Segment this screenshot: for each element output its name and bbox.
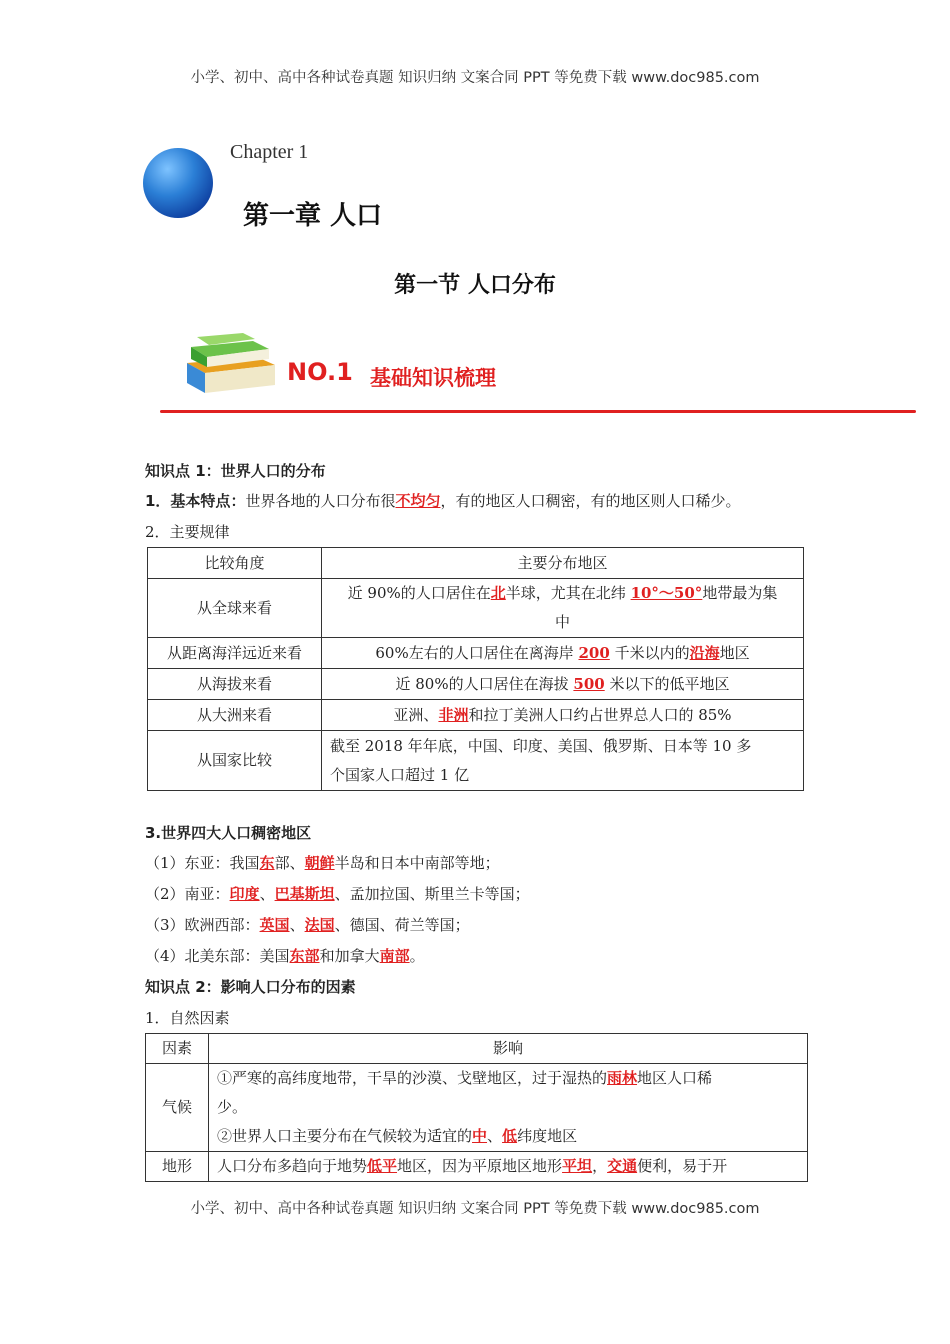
chapter-en: Chapter 1	[230, 141, 309, 163]
text: （4）北美东部：美国	[145, 947, 290, 965]
table-row	[148, 638, 804, 669]
kp1-point2: 2．主要规律	[145, 523, 230, 541]
kp1-point1	[145, 490, 741, 511]
banner-divider	[160, 410, 916, 413]
table-row	[148, 731, 804, 791]
text: 米以下的低平地区	[604, 674, 730, 693]
text: ，有的地区人口稠密，有的地区则人口稀少。	[440, 492, 741, 510]
text: （1）东亚：我国	[145, 854, 260, 872]
answer: 200	[578, 643, 610, 662]
table-cell: 从海拔来看	[148, 669, 322, 700]
table-cell	[209, 1152, 808, 1182]
dense-item	[145, 852, 500, 873]
text: 中	[554, 613, 570, 631]
table-cell	[322, 638, 804, 669]
answer: 印度	[229, 885, 260, 903]
answer: 不均匀	[395, 492, 441, 510]
text: 世界各地的人口分布很	[245, 492, 396, 510]
table-cell: 从国家比较	[148, 731, 322, 791]
table-row	[146, 1152, 808, 1182]
text: 亚洲、	[393, 705, 439, 724]
answer: 沿海	[689, 643, 720, 662]
table-header: 影响	[209, 1034, 808, 1064]
text: （3）欧洲西部：	[145, 916, 260, 934]
kp2-point1: 1．自然因素	[145, 1009, 230, 1027]
page-footer: 小学、初中、高中各种试卷真题 知识归纳 文案合同 PPT 等免费下载 www.doc985.com	[190, 1201, 760, 1217]
answer: 交通	[607, 1157, 638, 1175]
table-row	[148, 700, 804, 731]
text: 个国家人口超过 1 亿	[330, 765, 470, 784]
table-cell	[322, 579, 804, 638]
table-header: 主要分布地区	[322, 548, 804, 579]
dense-title: 3.世界四大人口稠密地区	[145, 824, 312, 842]
dense-item	[145, 883, 530, 904]
answer: 非洲	[438, 705, 469, 724]
answer: 巴基斯坦	[274, 885, 335, 903]
text: 半球，尤其在北纬	[505, 584, 631, 602]
answer: 10°～50°	[630, 584, 703, 602]
text: 截至 2018 年年底，中国、印度、美国、俄罗斯、日本等 10 多	[330, 736, 752, 755]
answer: 低	[502, 1127, 518, 1145]
table-cell	[322, 731, 804, 791]
answer: 南部	[379, 947, 410, 965]
books-icon	[183, 333, 278, 395]
table-cell: 从大洲来看	[148, 700, 322, 731]
answer: 中	[472, 1127, 488, 1145]
banner-number: NO.1	[287, 358, 353, 386]
text: 半岛和日本中南部等地；	[334, 854, 500, 872]
text: 和加拿大	[319, 947, 380, 965]
kp1-title: 知识点 1：世界人口的分布	[145, 462, 326, 480]
text: ①严寒的高纬度地带，干旱的沙漠、戈壁地区，过于湿热的	[217, 1069, 608, 1087]
text: 千米以内的	[609, 643, 690, 662]
text: （2）南亚：	[145, 885, 230, 903]
answer: 北	[490, 584, 506, 602]
table-cell	[322, 669, 804, 700]
banner-label: 基础知识梳理	[370, 365, 496, 390]
text: 地区	[719, 643, 750, 662]
text: 近 80%的人口居住在海拔	[395, 674, 574, 693]
kp2-title: 知识点 2：影响人口分布的因素	[145, 978, 356, 996]
answer: 法国	[304, 916, 335, 934]
text: 近 90%的人口居住在	[347, 584, 491, 602]
table-cell	[209, 1064, 808, 1152]
text: 地带最为集	[702, 584, 778, 602]
table-row	[148, 669, 804, 700]
text: 部、	[274, 854, 305, 872]
answer: 英国	[259, 916, 290, 934]
text: 纬度地区	[517, 1127, 578, 1145]
table-row	[146, 1064, 808, 1152]
answer: 东部	[289, 947, 320, 965]
text: 、孟加拉国、斯里兰卡等国；	[334, 885, 530, 903]
answer: 平坦	[562, 1157, 593, 1175]
globe-icon	[143, 148, 213, 218]
text: ②世界人口主要分布在气候较为适宜的	[217, 1127, 473, 1145]
table-cell: 地形	[146, 1152, 209, 1182]
text: 便利，易于开	[637, 1157, 728, 1175]
answer: 低平	[367, 1157, 398, 1175]
text: 、	[487, 1127, 503, 1145]
text: 60%左右的人口居住在离海岸	[375, 643, 579, 662]
text: 地区，因为平原地区地形	[397, 1157, 563, 1175]
table-row	[148, 579, 804, 638]
dense-item	[145, 914, 470, 935]
factors-table	[145, 1033, 808, 1182]
text: 、	[289, 916, 305, 934]
text: 少。	[217, 1098, 248, 1116]
kp1-point1-label: 1．基本特点：	[145, 492, 246, 510]
text: 人口分布多趋向于地势	[217, 1157, 368, 1175]
chapter-title: 第一章 人口	[243, 201, 383, 231]
answer: 500	[573, 674, 605, 693]
page-header: 小学、初中、高中各种试卷真题 知识归纳 文案合同 PPT 等免费下载 www.doc985.com	[190, 70, 760, 86]
table-header-row	[146, 1034, 808, 1064]
answer: 东	[259, 854, 275, 872]
text: 、德国、荷兰等国；	[334, 916, 470, 934]
table-header: 因素	[146, 1034, 209, 1064]
table-cell: 气候	[146, 1064, 209, 1152]
text: ，	[592, 1157, 608, 1175]
text: 地区人口稀	[637, 1069, 713, 1087]
answer: 雨林	[607, 1069, 638, 1087]
text: 和拉丁美洲人口约占世界总人口的 85%	[468, 705, 732, 724]
distribution-table	[147, 547, 804, 791]
text: 。	[409, 947, 425, 965]
table-header: 比较角度	[148, 548, 322, 579]
answer: 朝鲜	[304, 854, 335, 872]
dense-item	[145, 945, 425, 966]
section-title: 第一节 人口分布	[394, 273, 556, 298]
table-cell: 从全球来看	[148, 579, 322, 638]
table-cell	[322, 700, 804, 731]
table-cell: 从距离海洋远近来看	[148, 638, 322, 669]
text: 、	[259, 885, 275, 903]
table-header-row	[148, 548, 804, 579]
